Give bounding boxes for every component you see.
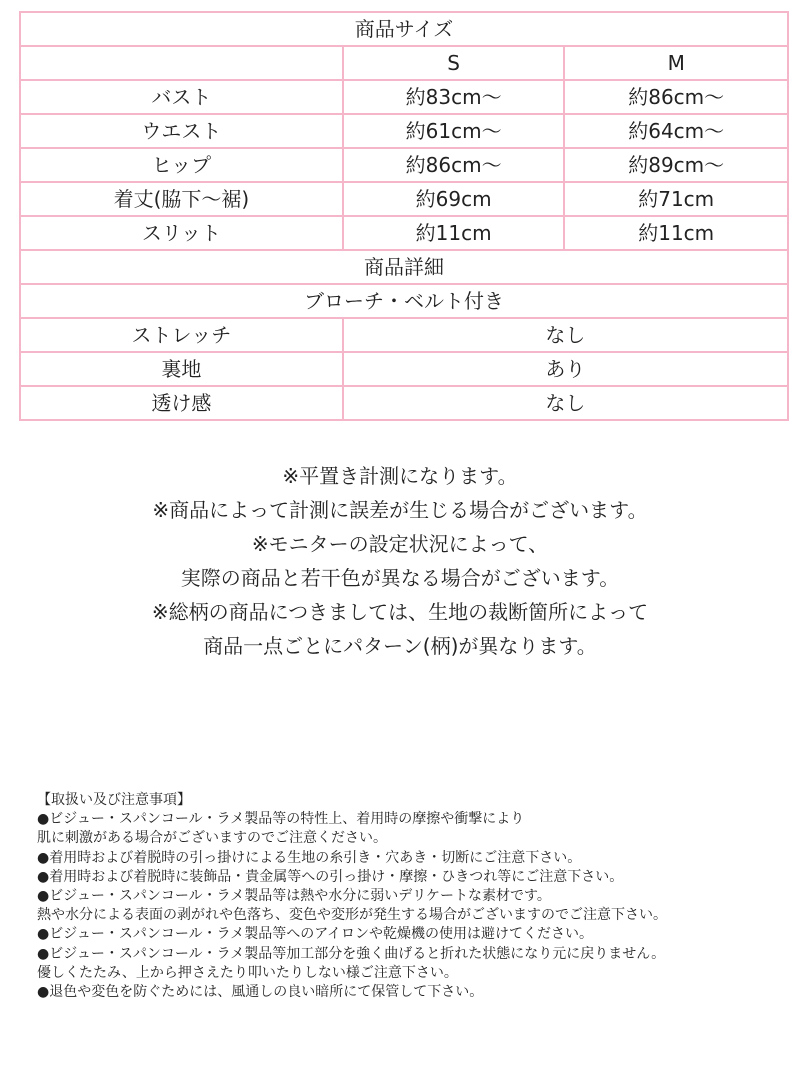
note-line: 商品一点ごとにパターン(柄)が異なります。: [203, 634, 597, 658]
size-row-s-value: 約11cm: [343, 216, 565, 250]
details-row-stretch: [20, 318, 788, 352]
size-row-m-value: 約71cm: [564, 182, 788, 216]
care-line: ●ビジュー・スパンコール・ラメ製品等加工部分を強く曲げると折れた状態になり元に戻りません。: [37, 945, 666, 962]
details-title-row: [20, 250, 788, 284]
size-table: [19, 11, 789, 421]
size-header-m: M: [564, 46, 788, 80]
details-row-value: なし: [343, 318, 788, 352]
note-line: ※総柄の商品につきましては、生地の裁断箇所によって: [151, 600, 649, 624]
size-row-length: [20, 182, 788, 216]
size-row-slit: [20, 216, 788, 250]
details-accessory-row: [20, 284, 788, 318]
size-row-s-value: 約86cm～: [343, 148, 565, 182]
size-row-label: 着丈(脇下～裾): [20, 182, 343, 216]
size-row-m-value: 約64cm～: [564, 114, 788, 148]
care-line: 熱や水分による表面の剥がれや色落ち、変色や変形が発生する場合がございますのでご注意下さい。: [37, 907, 667, 924]
details-row-label: 裏地: [20, 352, 343, 386]
size-row-m-value: 約11cm: [564, 216, 788, 250]
details-row-label: ストレッチ: [20, 318, 343, 352]
care-line: ●退色や変色を防ぐためには、風通しの良い暗所にて保管して下さい。: [37, 983, 484, 1000]
note-line: 実際の商品と若干色が異なる場合がございます。: [180, 566, 620, 590]
size-row-label: ヒップ: [20, 148, 343, 182]
care-line: ●着用時および着脱時の引っ掛けによる生地の糸引き・穴あき・切断にご注意下さい。: [37, 849, 582, 866]
size-table-title: 商品サイズ: [20, 12, 788, 46]
size-header-row: [20, 46, 788, 80]
size-row-label: スリット: [20, 216, 343, 250]
size-title-row: [20, 12, 788, 46]
care-heading: 【取扱い及び注意事項】: [37, 792, 191, 808]
care-line: ●ビジュー・スパンコール・ラメ製品等へのアイロンや乾燥機の使用は避けてください。: [37, 926, 593, 943]
care-line: 肌に刺激がある場合がございますのでご注意ください。: [37, 830, 387, 847]
details-row-value: なし: [343, 386, 788, 420]
details-accessory: ブローチ・ベルト付き: [20, 284, 788, 318]
size-row-s-value: 約69cm: [343, 182, 565, 216]
measurement-notes: [0, 459, 800, 663]
details-row-sheerness: [20, 386, 788, 420]
size-row-label: バスト: [20, 80, 343, 114]
care-line: 優しくたたみ、上から押さえたり叩いたりしない様ご注意下さい。: [37, 964, 458, 981]
care-instructions: [37, 791, 787, 1002]
care-line: ●ビジュー・スパンコール・ラメ製品等は熱や水分に弱いデリケートな素材です。: [37, 887, 551, 904]
size-header-label: [20, 46, 343, 80]
size-row-hip: [20, 148, 788, 182]
note-line: ※平置き計測になります。: [282, 464, 518, 488]
note-line: ※商品によって計測に誤差が生じる場合がございます。: [152, 498, 648, 522]
size-row-m-value: 約89cm～: [564, 148, 788, 182]
size-row-s-value: 約83cm～: [343, 80, 565, 114]
details-row-value: あり: [343, 352, 788, 386]
note-line: ※モニターの設定状況によって、: [251, 532, 549, 556]
size-row-s-value: 約61cm～: [343, 114, 565, 148]
size-header-s: S: [343, 46, 565, 80]
care-line: ●着用時および着脱時に装飾品・貴金属等への引っ掛け・摩擦・ひきつれ等にご注意下さい。: [37, 868, 624, 885]
size-row-waist: [20, 114, 788, 148]
size-row-label: ウエスト: [20, 114, 343, 148]
details-row-label: 透け感: [20, 386, 343, 420]
size-row-m-value: 約86cm～: [564, 80, 788, 114]
details-row-lining: [20, 352, 788, 386]
size-row-bust: [20, 80, 788, 114]
care-line: ●ビジュー・スパンコール・ラメ製品等の特性上、着用時の摩擦や衝撃により: [37, 811, 525, 828]
details-title: 商品詳細: [20, 250, 788, 284]
